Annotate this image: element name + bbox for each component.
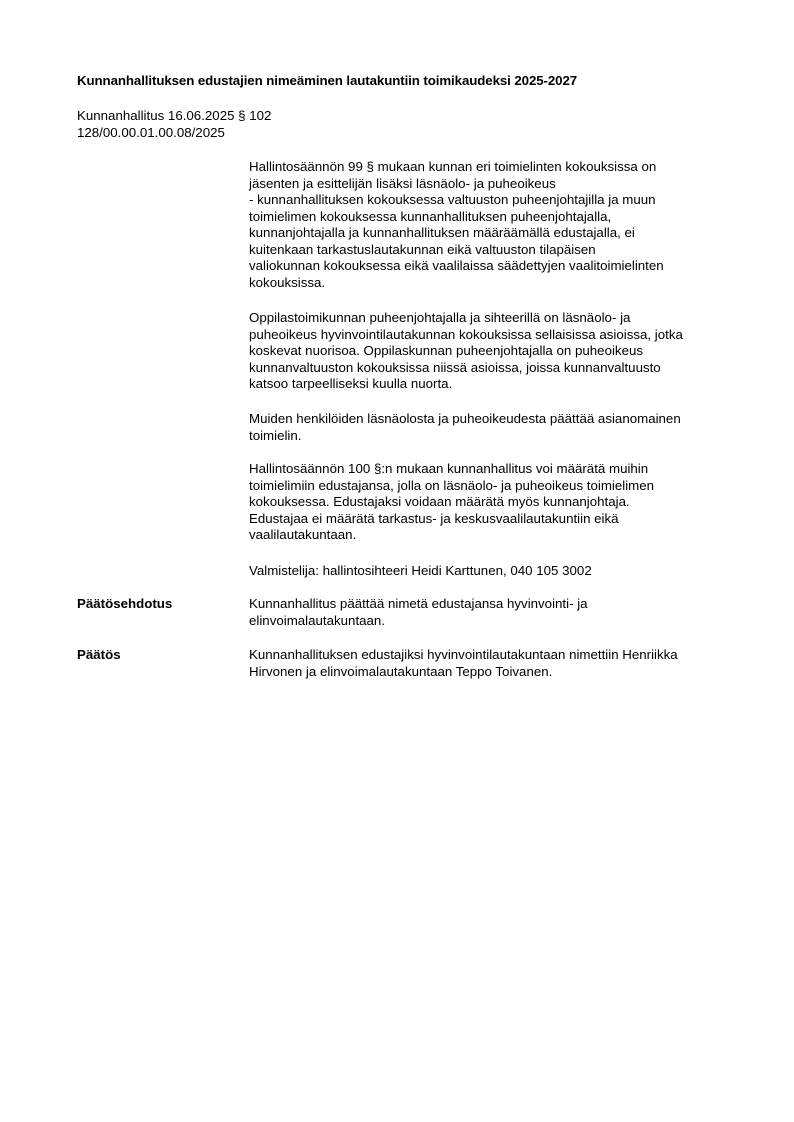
- text-line: Muiden henkilöiden läsnäolosta ja puheoikeudesta päättää asianomainen: [249, 411, 681, 426]
- text-line: Kunnanhallituksen edustajiksi hyvinvointilautakuntaan nimettiin Henriikka: [249, 647, 678, 662]
- text-line: kokouksissa.: [249, 274, 326, 290]
- text-line: toimielin.: [249, 427, 302, 443]
- text-line: toimielimiin edustajansa, jolla on läsnäolo- ja puheoikeus toimielimen: [249, 477, 655, 493]
- text-line: toimielimen kokouksessa kunnanhallituksen puheenjohtajalla,: [249, 208, 612, 224]
- text-line: Hirvonen ja elinvoimalautakuntaan Teppo Toivanen.: [249, 663, 553, 679]
- document-title: Kunnanhallituksen edustajien nimeäminen lautakuntiin toimikaudeksi 2025-2027: [77, 73, 578, 88]
- section-content-proposal: [249, 596, 734, 629]
- paragraph-other-persons: [249, 411, 734, 444]
- paragraph-preparer: [249, 563, 734, 580]
- text-line: Oppilastoimikunnan puheenjohtajalla ja sihteerillä on läsnäolo- ja: [249, 310, 631, 325]
- preparer-line: Valmistelija: hallintosihteeri Heidi Karttunen, 040 105 3002: [249, 563, 592, 578]
- meeting-meta: [77, 108, 271, 141]
- text-line: - kunnanhallituksen kokouksessa valtuuston puheenjohtajilla ja muun: [249, 192, 656, 207]
- record-id: 128/00.00.01.00.08/2025: [77, 124, 225, 140]
- text-line: kunnanjohtajalla ja kunnanhallituksen määräämällä edustajalla, ei: [249, 225, 635, 240]
- text-line: elinvoimalautakuntaan.: [249, 612, 386, 628]
- meeting-reference: Kunnanhallitus 16.06.2025 § 102: [77, 108, 272, 123]
- text-line: katsoo tarpeelliseksi kuulla nuorta.: [249, 376, 453, 391]
- text-line: kunnanvaltuuston kokouksissa niissä asioissa, joissa kunnanvaltuusto: [249, 359, 661, 375]
- section-content-decision: [249, 647, 734, 680]
- text-line: Hallintosäännön 100 §:n mukaan kunnanhallitus voi määrätä muihin: [249, 461, 649, 476]
- text-line: kuitenkaan tarkastuslautakunnan eikä valtuuston tilapäisen: [249, 241, 596, 257]
- section-label-proposal: Päätösehdotus: [77, 596, 173, 611]
- text-line: Hallintosäännön 99 § mukaan kunnan eri toimielinten kokouksissa on: [249, 159, 657, 174]
- text-line: valiokunnan kokouksessa eikä vaalilaissa säädettyjen vaalitoimielinten: [249, 258, 664, 273]
- text-line: kokouksessa. Edustajaksi voidaan määrätä myös kunnanjohtaja.: [249, 494, 630, 509]
- text-line: puheoikeus hyvinvointilautakunnan kokouksissa sellaisissa asioissa, jotka: [249, 326, 683, 342]
- text-line: Edustajaa ei määrätä tarkastus- ja keskusvaalilautakuntiin eikä: [249, 510, 619, 526]
- paragraph-rules-100: [249, 461, 734, 544]
- text-line: Kunnanhallitus päättää nimetä edustajansa hyvinvointi- ja: [249, 596, 588, 611]
- paragraph-rules-99: [249, 159, 734, 291]
- text-line: koskevat nuorisoa. Oppilaskunnan puheenjohtajalla on puheoikeus: [249, 343, 644, 358]
- section-label-decision: Päätös: [77, 647, 121, 662]
- text-line: jäsenten ja esittelijän lisäksi läsnäolo- ja puheoikeus: [249, 175, 556, 191]
- text-line: vaalilautakuntaan.: [249, 527, 357, 542]
- paragraph-student-council: [249, 310, 734, 393]
